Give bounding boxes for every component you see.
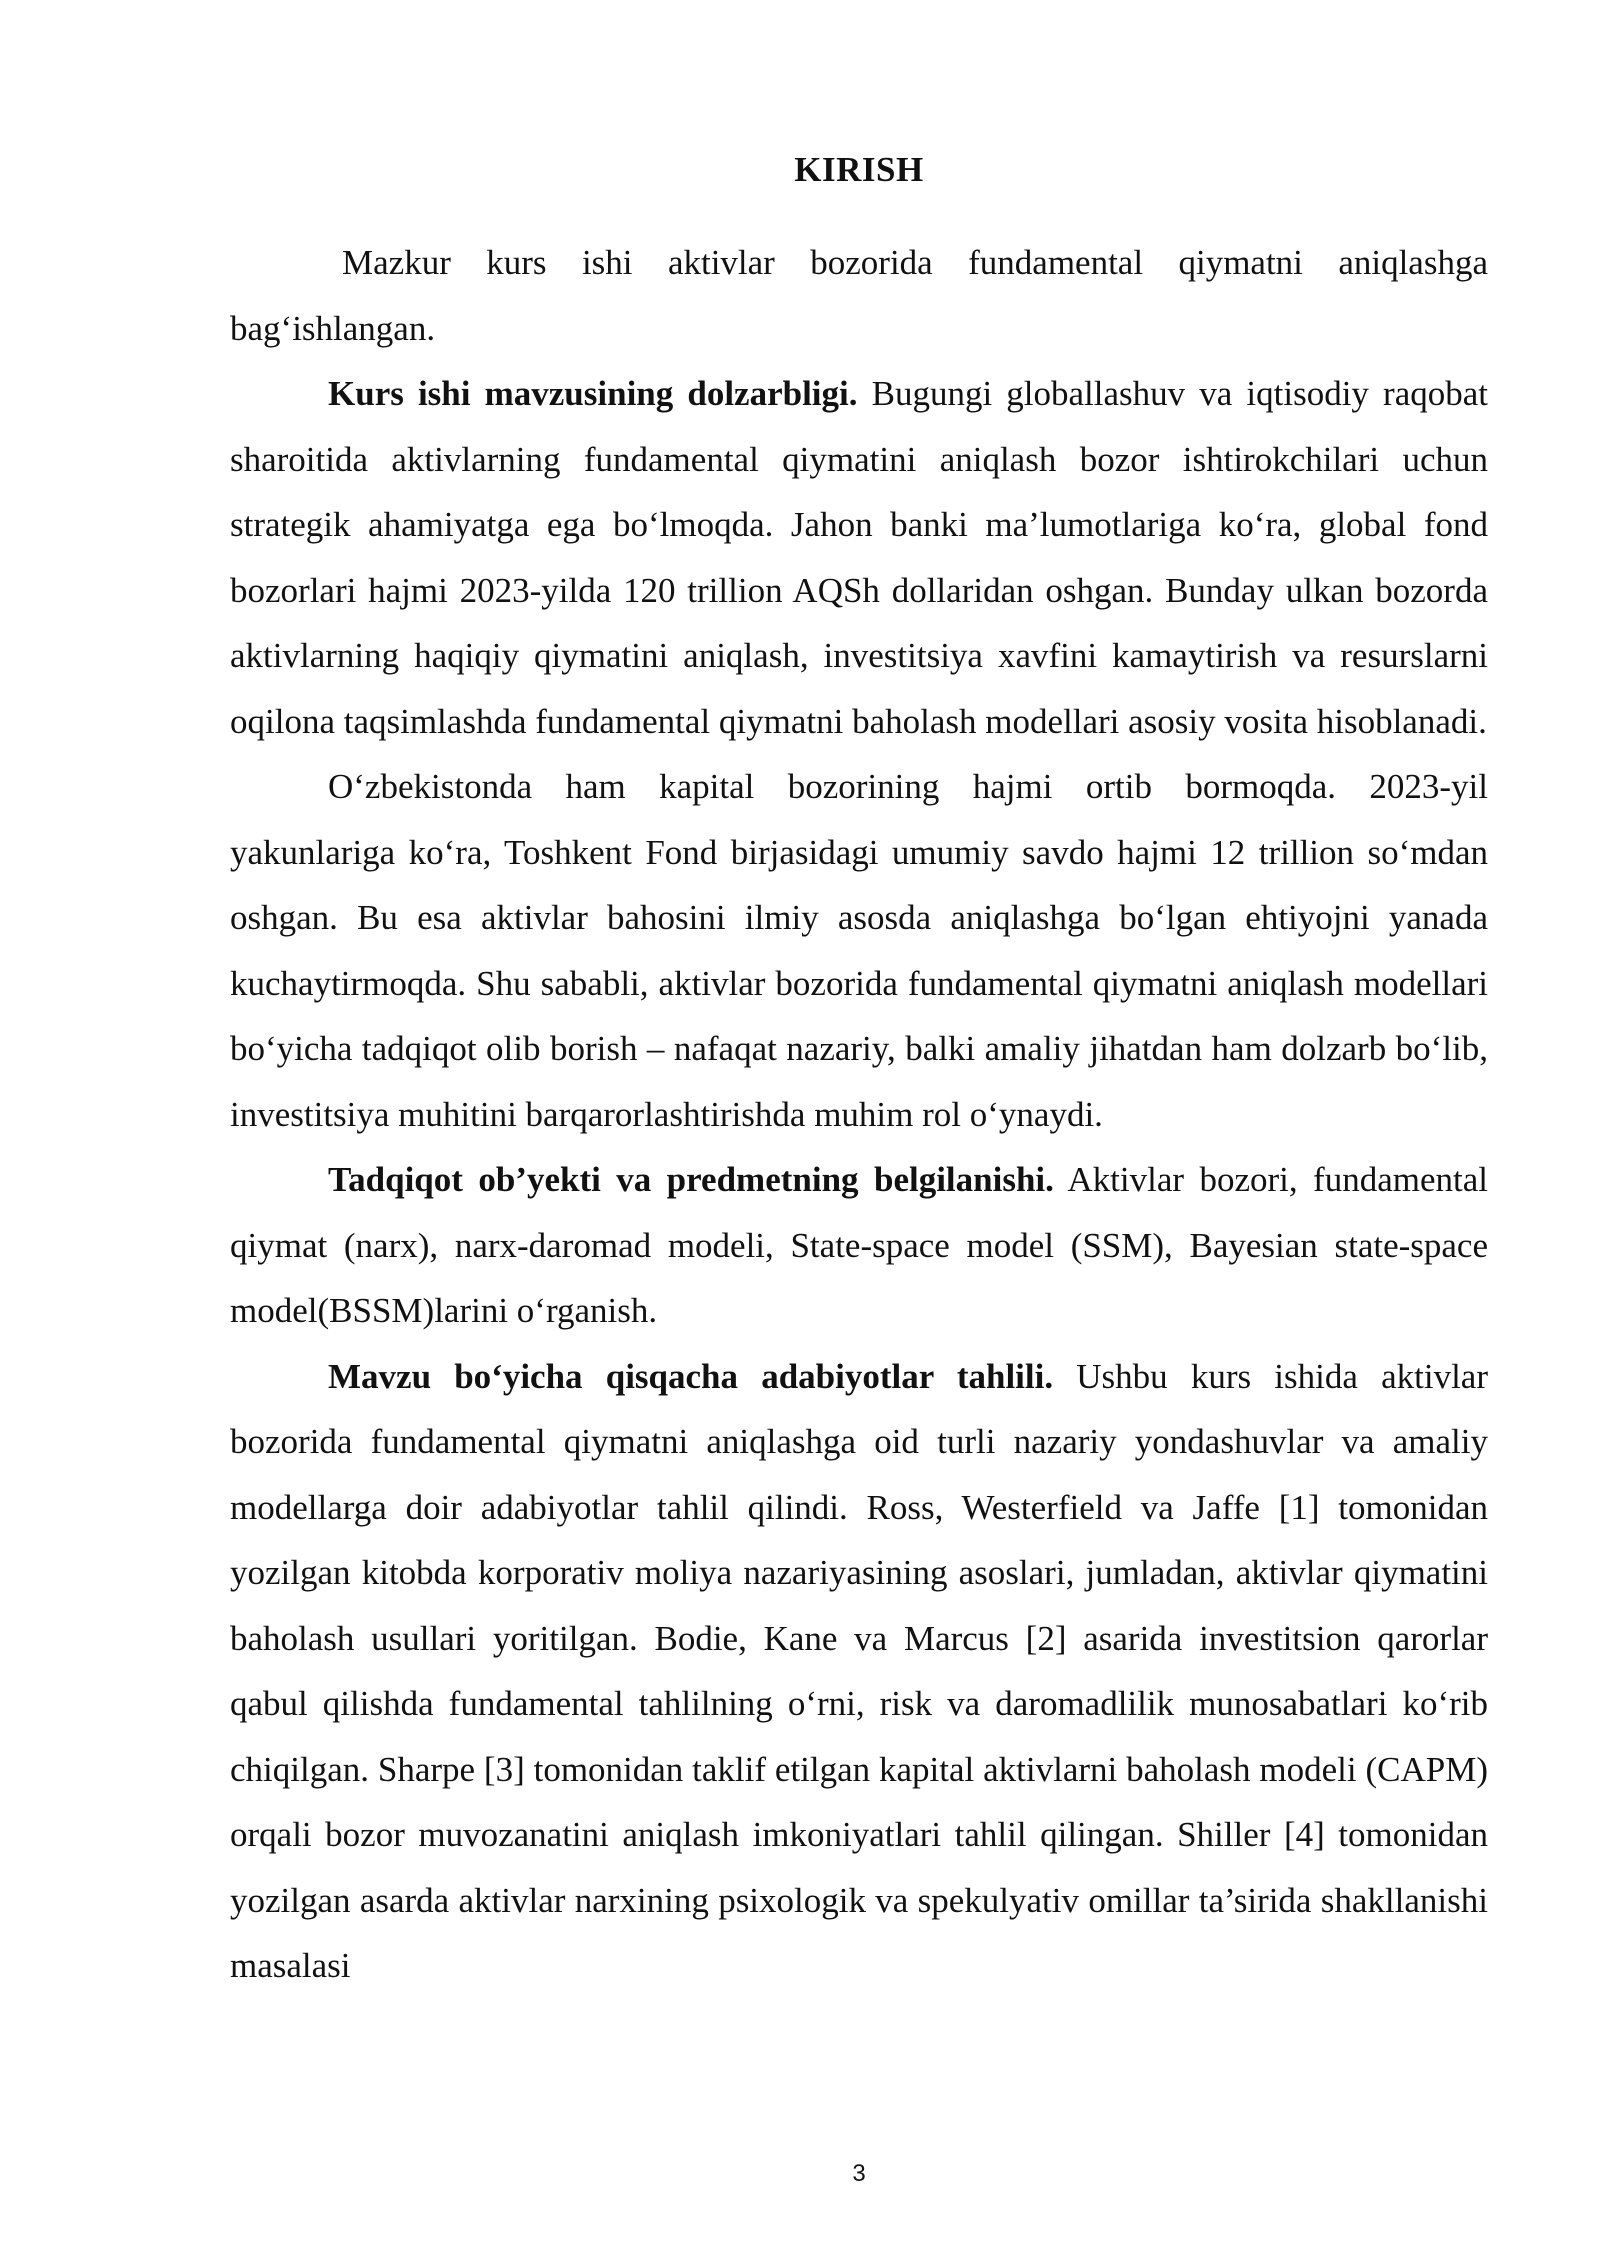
page-number: 3 (852, 2160, 866, 2187)
intro-paragraph: Mazkur kurs ishi aktivlar bozorida fundamental qiymatni aniqlashga bag‘ishlangan. (230, 243, 1488, 348)
object-paragraph (230, 1147, 1488, 1344)
relevance-paragraph (230, 361, 1488, 754)
literature-paragraph (230, 1344, 1488, 1999)
object-text: Aktivlar bozori, fundamental qiymat (narx), narx-daromad modeli, State-space model (SSM), Bayesian state-space model(BSSM)larini o‘rganish. (230, 1160, 1488, 1330)
body-text (230, 230, 1488, 1999)
literature-text: Ushbu kurs ishida aktivlar bozorida fundamental qiymatni aniqlashga oid turli nazariy yondashuvlar va amaliy modellarga doir adabiyotlar tahlil qilindi. Ross, Westerfield va Jaffe [1] tomonidan yozilgan kitobda korporativ moliya nazariyasining asoslari, jumladan, aktivlar qiymatini baholash usullari yoritilgan. Bodie, Kane va Marcus [2] asarida investitsion qarorlar qabul qilishda fundamental tahlilning o‘rni, risk va daromadlilik munosabatlari ko‘rib chiqilgan. Sharpe [3] tomonidan taklif etilgan kapital aktivlarni baholash modeli (CAPM) orqali bozor muvozanatini aniqlash imkoniyatlari tahlil qilingan. Shiller [4] tomonidan yozilgan asarda aktivlar narxining psixologik va spekulyativ omillar ta’sirida shakllanishi masalasi (230, 1356, 1488, 1985)
relevance-lead: Kurs ishi mavzusining dolzarbligi. (328, 374, 858, 413)
uzbekistan-paragraph: O‘zbekistonda ham kapital bozorining hajmi ortib bormoqda. 2023-yil yakunlariga ko‘ra, Toshkent Fond birjasidagi umumiy savdo hajmi 12 trillion so‘mdan oshgan. Bu esa aktivlar bahosini ilmiy asosda aniqlashga bo‘lgan ehtiyojni yanada kuchaytirmoqda. Shu sababli, aktivlar bozorida fundamental qiymatni aniqlash modellari bo‘yicha tadqiqot olib borish – nafaqat nazariy, balki amaliy jihatdan ham dolzarb bo‘lib, investitsiya muhitini barqarorlashtirishda muhim rol o‘ynaydi. (230, 767, 1488, 1134)
literature-lead: Mavzu bo‘yicha qisqacha adabiyotlar tahlili. (328, 1356, 1054, 1396)
section-heading: KIRISH (794, 150, 924, 189)
object-lead: Tadqiqot ob’yekti va predmetning belgilanishi. (328, 1160, 1054, 1199)
relevance-text: Bugungi globallashuv va iqtisodiy raqobat sharoitida aktivlarning fundamental qiymatini aniqlash bozor ishtirokchilari uchun strategik ahamiyatga ega bo‘lmoqda. Jahon banki ma’lumotlariga ko‘ra, global fond bozorlari hajmi 2023-yilda 120 trillion AQSh dollaridan oshgan. Bunday ulkan bozorda aktivlarning haqiqiy qiymatini aniqlash, investitsiya xavfini kamaytirish va resurslarni oqilona taqsimlashda fundamental qiymatni baholash modellari asosiy vosita hisoblanadi. (230, 374, 1488, 741)
